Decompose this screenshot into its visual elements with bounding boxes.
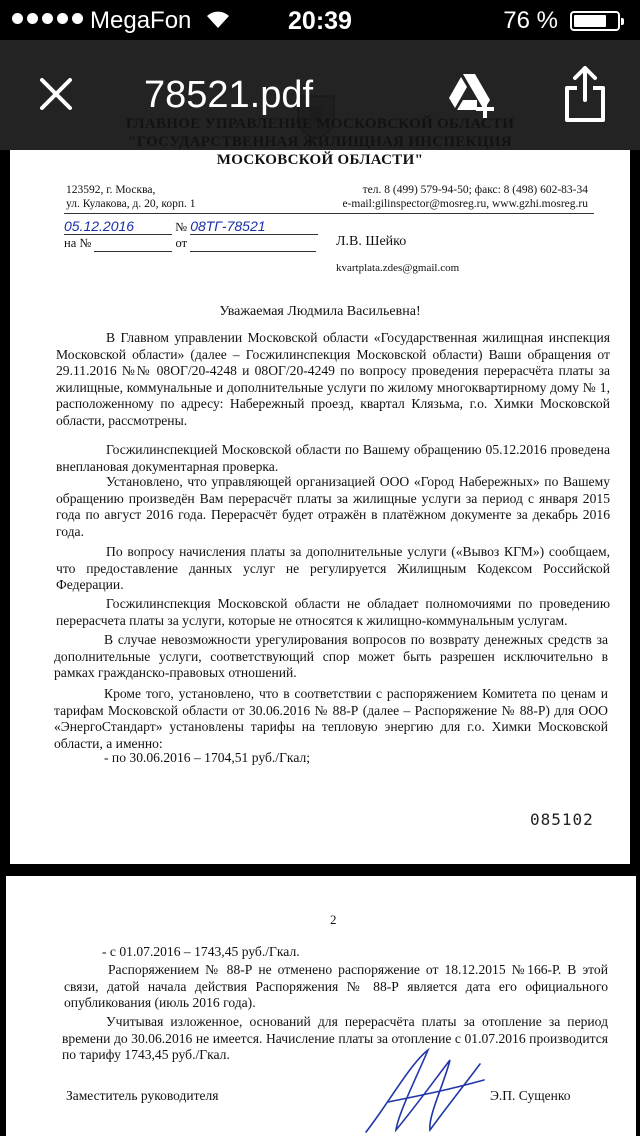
reference-prefix: на № bbox=[64, 236, 92, 250]
registration-number: 08ТГ-78521 bbox=[190, 218, 318, 235]
close-icon[interactable] bbox=[38, 76, 74, 112]
registration-line bbox=[64, 218, 318, 235]
signatory-title: Заместитель руководителя bbox=[66, 1088, 219, 1103]
contact-email: e-mail:gilinspector@mosreg.ru, www.gzhi.mosreg.ru bbox=[342, 198, 588, 210]
page2-paragraph-1: Распоряжением № 88-Р не отменено распоряжение от 18.12.2015 №166-Р. В этой связи, датой начала действия Распоряжения № 88-Р является дата его официального опубликования (июль 2016 года). bbox=[64, 962, 608, 1010]
header-divider bbox=[64, 213, 594, 214]
battery-icon bbox=[570, 11, 620, 31]
battery-percentage: 76 % bbox=[503, 7, 558, 34]
page-number: 2 bbox=[330, 912, 337, 927]
paragraph-7: Кроме того, установлено, что в соответствии с распоряжением Комитета по ценам и тарифам Московской области от 30.06.2016 № 88-Р (далее – Распоряжение № 88-Р) для ООО «ЭнергоСтандарт» установлены тарифы на тепловую энергию для г.о. Химки Московской области, а именно: bbox=[54, 686, 608, 751]
address-line-1: 123592, г. Москва, bbox=[66, 184, 156, 196]
registration-no-label: № bbox=[175, 220, 188, 234]
reference-line bbox=[64, 236, 316, 252]
handwritten-signature bbox=[358, 1044, 490, 1136]
document-title: 78521.pdf bbox=[144, 74, 314, 116]
header-line-3: МОСКОВСКОЙ ОБЛАСТИ" bbox=[216, 152, 424, 168]
carrier-name: MegaFon bbox=[90, 7, 192, 34]
document-page-2 bbox=[6, 876, 636, 1136]
share-icon[interactable] bbox=[563, 66, 607, 122]
clock: 20:39 bbox=[288, 7, 352, 35]
tariff-line-1: - по 30.06.2016 – 1704,51 руб./Гкал; bbox=[104, 750, 311, 765]
salutation: Уважаемая Людмила Васильевна! bbox=[219, 304, 421, 319]
paragraph-6: В случае невозможности урегулирования вопросов по возврату денежных средств за дополнительные услуги, соответствующий спор может быть разрешен исключительно в рамках гражданско-правовых отношений. bbox=[54, 632, 608, 680]
registration-date: 05.12.2016 bbox=[64, 218, 172, 235]
paragraph-3: Установлено, что управляющей организацией ООО «Город Набережных» по Вашему обращению произведён Вам перерасчёт платы за жилищные услуги за период с января 2015 года по август 2016 года. Перерасчёт будет отражён в платёжном документе за декабрь 2016 года. bbox=[56, 474, 610, 539]
address-line-2: ул. Кулакова, д. 20, корп. 1 bbox=[66, 198, 196, 210]
page2-paragraph-2: Учитывая изложенное, оснований для перерасчёта платы за отопление за период времени до 30.06.2016 не имеется. Начисление платы за отопление с 01.07.2016 производится по тарифу 1743,45 руб./Гкал. bbox=[62, 1014, 608, 1062]
recipient-email: kvartplata.zdes@gmail.com bbox=[336, 262, 460, 274]
recipient-name: Л.В. Шейко bbox=[336, 234, 407, 249]
status-bar bbox=[0, 0, 640, 40]
paragraph-2: Госжилинспекцией Московской области по Вашему обращению 05.12.2016 проведена внеплановая документарная проверка. bbox=[56, 442, 610, 474]
tariff-line-2: - с 01.07.2016 – 1743,45 руб./Гкал. bbox=[102, 944, 300, 959]
viewer-toolbar bbox=[0, 40, 640, 150]
document-stamp-number: 085102 bbox=[530, 810, 594, 829]
paragraph-1: В Главном управлении Московской области «Государственная жилищная инспекция Московской области» (далее – Госжилинспекция Московской области) Ваши обращения от 29.11.2016 №№ 08ОГ/20-4248 и 08ОГ/20-4249 по вопросу проведения перерасчёта платы за жилищные, коммунальные и дополнительные услуги по жилому многоквартирному дому № 1, расположенному по адресу: Набережный проезд, квартал Клязьма, г.о. Химки Московской области, рассмотрены. bbox=[56, 330, 610, 428]
paragraph-5: Госжилинспекция Московской области не обладает полномочиями по проведению перерасчета платы за услуги, которые не относятся к жилищно-коммунальным услугам. bbox=[56, 596, 610, 628]
paragraph-4: По вопросу начисления платы за дополнительные услуги («Вывоз КГМ») сообщаем, что предоставление данных услуг не регулируется Жилищным Кодексом Российской Федерации. bbox=[56, 544, 610, 592]
signatory-name: Э.П. Сущенко bbox=[490, 1088, 571, 1103]
google-drive-add-icon[interactable] bbox=[446, 72, 496, 118]
reference-from: от bbox=[175, 236, 188, 250]
contact-phone: тел. 8 (499) 579-94-50; факс: 8 (498) 602-83-34 bbox=[362, 184, 588, 196]
document-page-1 bbox=[10, 92, 630, 864]
